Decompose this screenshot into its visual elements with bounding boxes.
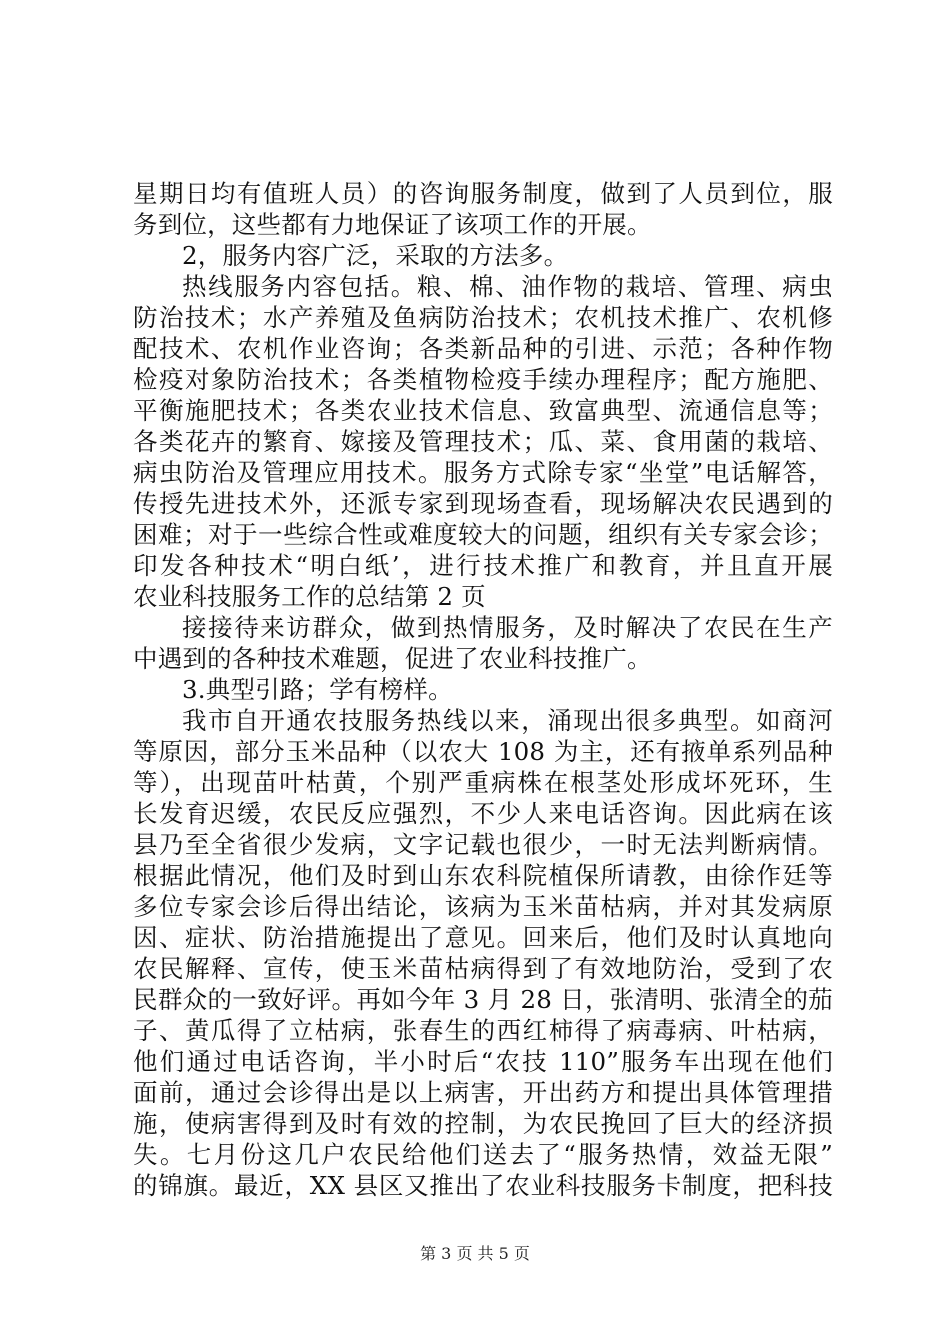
text-line: 印发各种技术“明白纸’，进行技术推广和教育，并且直开展: [133, 551, 833, 580]
text-line: 面前，通过会诊得出是以上病害，开出药方和提出具体管理措: [133, 1078, 833, 1107]
text-line: 民群众的一致好评。再如今年 3 月 28 日，张清明、张清全的茄: [133, 985, 833, 1014]
text-line: 热线服务内容包括。粮、棉、油作物的栽培、管理、病虫: [182, 272, 833, 301]
text-line: 接接待来访群众，做到热情服务，及时解决了农民在生产: [182, 613, 833, 642]
text-line: 病虫防治及管理应用技术。服务方式除专家“坐堂”电话解答，: [133, 458, 833, 487]
text-line: 子、黄瓜得了立枯病，张春生的西红柿得了病毒病、叶枯病，: [133, 1016, 833, 1045]
text-line: 的锦旗。最近，XX 县区又推出了农业科技服务卡制度，把科技: [133, 1171, 833, 1200]
text-line: 因、症状、防治措施提出了意见。回来后，他们及时认真地向: [133, 923, 833, 952]
text-line: 检疫对象防治技术；各类植物检疫手续办理程序；配方施肥、: [133, 365, 833, 394]
text-line: 中遇到的各种技术难题，促进了农业科技推广。: [133, 644, 652, 673]
text-line: 长发育迟缓，农民反应强烈，不少人来电话咨询。因此病在该: [133, 799, 833, 828]
text-line: 农业科技服务工作的总结第 2 页: [133, 582, 486, 611]
text-line: 多位专家会诊后得出结论，该病为玉米苗枯病，并对其发病原: [133, 892, 833, 921]
text-line: 3.典型引路；学有榜样。: [182, 675, 453, 704]
text-line: 困难；对于一些综合性或难度较大的问题，组织有关专家会诊；: [133, 520, 833, 549]
text-line: 失。七月份这几户农民给他们送去了“服务热情，效益无限”: [133, 1140, 833, 1169]
text-line: 平衡施肥技术；各类农业技术信息、致富典型、流通信息等；: [133, 396, 833, 425]
text-line: 根据此情况，他们及时到山东农科院植保所请教，由徐作廷等: [133, 861, 833, 890]
text-line: 传授先进技术外，还派专家到现场查看，现场解决农民遇到的: [133, 489, 833, 518]
text-line: 县乃至全省很少发病，文字记载也很少，一时无法判断病情。: [133, 830, 833, 859]
text-line: 2，服务内容广泛，采取的方法多。: [182, 241, 569, 270]
page-footer: 第 3 页 共 5 页: [420, 1244, 530, 1263]
text-line: 各类花卉的繁育、嫁接及管理技术；瓜、菜、食用菌的栽培、: [133, 427, 833, 456]
text-line: 配技术、农机作业咨询；各类新品种的引进、示范；各种作物: [133, 334, 833, 363]
text-line: 星期日均有值班人员）的咨询服务制度，做到了人员到位，服: [133, 179, 833, 208]
text-line: 施，使病害得到及时有效的控制，为农民挽回了巨大的经济损: [133, 1109, 833, 1138]
text-line: 等原因，部分玉米品种（以农大 108 为主，还有掖单系列品种: [133, 737, 833, 766]
text-line: 我市自开通农技服务热线以来，涌现出很多典型。如商河: [182, 706, 833, 735]
document-body: [133, 178, 833, 1201]
text-line: 农民解释、宣传，使玉米苗枯病得到了有效地防治，受到了农: [133, 954, 833, 983]
text-line: 务到位，这些都有力地保证了该项工作的开展。: [133, 210, 652, 239]
text-line: 他们通过电话咨询，半小时后“农技 110”服务车出现在他们: [133, 1047, 833, 1076]
text-line: 等），出现苗叶枯黄，个别严重病株在根茎处形成坏死环，生: [133, 768, 833, 797]
text-line: 防治技术；水产养殖及鱼病防治技术；农机技术推广、农机修: [133, 303, 833, 332]
